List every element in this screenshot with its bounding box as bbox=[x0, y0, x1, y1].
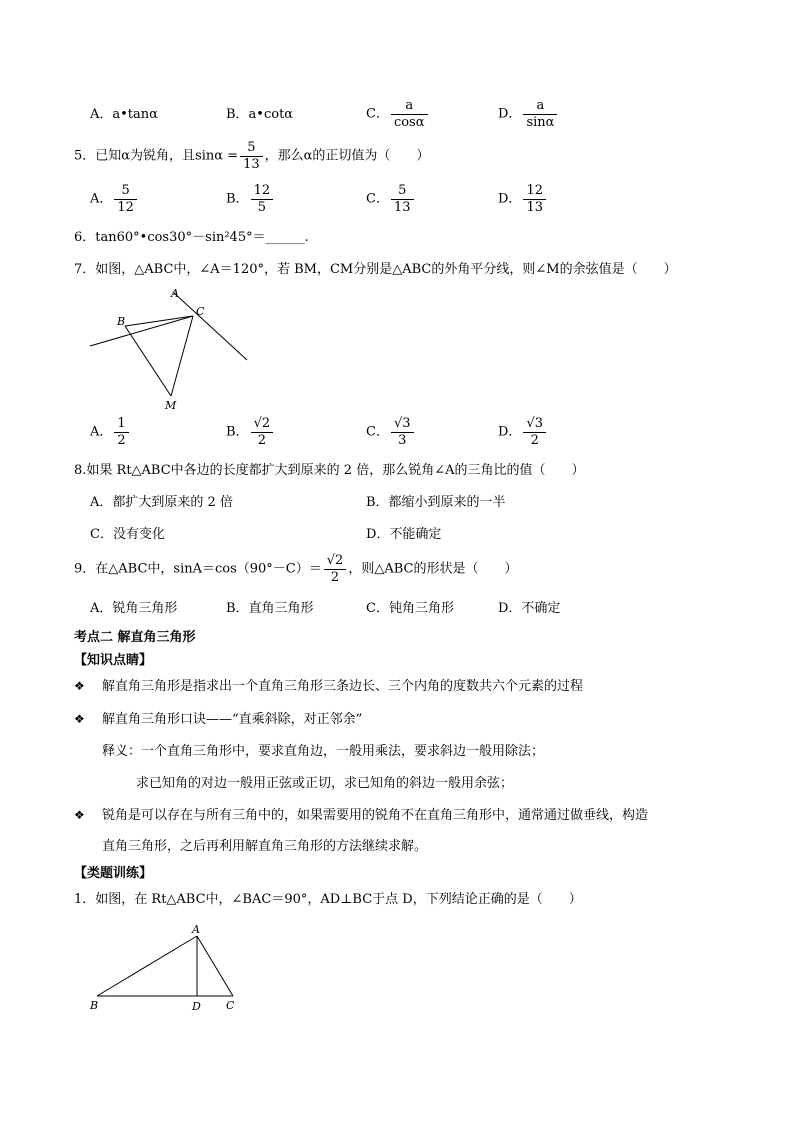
q4-option-d: D． $\frac{a}{\sin\alpha}$ bbox=[498, 99, 559, 129]
q7-label-a: A bbox=[171, 287, 179, 300]
q8-option-d: D．不能确定 bbox=[366, 527, 442, 542]
bullet-icon: ❖ bbox=[74, 808, 85, 822]
explanation-line-2: 求已知角的对边一般用正弦或正切，求已知角的斜边一般用余弦； bbox=[136, 776, 514, 791]
q5-question: 5．已知α为锐角，且sinα = $\frac{5}{13}$ ，那么α的正切值为（ ） bbox=[74, 140, 430, 172]
q7-option-b: B． $\frac{√2}{2}$ bbox=[226, 417, 275, 447]
q4-option-a: A．a•tanα bbox=[90, 107, 158, 122]
q7-option-c: C． $\frac{√3}{3}$ bbox=[366, 417, 416, 447]
q7-question: 7．如图，△ABC中，∠A＝120°，若 BM，CM分别是△ABC的外角平分线，则∠M的余弦值是（ ） bbox=[74, 262, 677, 277]
q8-question: 8.如果 Rt△ABC中各边的长度都扩大到原来的 2 倍，那么锐角∠A的三角比的值（ ） bbox=[74, 463, 585, 478]
p1-label-b: B bbox=[90, 999, 99, 1012]
q5-option-c: C． $\frac{5}{13}$ bbox=[366, 184, 416, 214]
bullet-3-text-line-2: 直角三角形，之后再利用解直角三角形的方法继续求解。 bbox=[102, 839, 428, 854]
p1-label-d: D bbox=[192, 1000, 201, 1013]
q9-option-d: D．不确定 bbox=[498, 601, 561, 616]
q7-option-d: D． $\frac{√3}{2}$ bbox=[498, 417, 548, 447]
q7-figure bbox=[85, 282, 255, 414]
bullet-icon: ❖ bbox=[74, 679, 85, 693]
bullet-2-text: 解直角三角形口诀——“直乘斜除，对正邻余” bbox=[102, 712, 363, 727]
q4-option-c: C． $\frac{a}{\cos\alpha}$ bbox=[366, 99, 430, 129]
p1-label-a: A bbox=[192, 923, 200, 936]
q7-label-c: C bbox=[196, 305, 205, 318]
q5-option-b: B． $\frac{12}{5}$ bbox=[226, 184, 275, 214]
bullet-1-text: 解直角三角形是指求出一个直角三角形三条边长、三个内角的度数共六个元素的过程 bbox=[102, 679, 584, 694]
q8-option-a: A．都扩大到原来的 2 倍 bbox=[90, 495, 233, 510]
q7-label-b: B bbox=[117, 315, 126, 328]
q4-option-b: B．a•cotα bbox=[226, 107, 294, 122]
knowledge-heading: 【知识点睛】 bbox=[74, 653, 153, 668]
bullet-icon: ❖ bbox=[74, 712, 85, 726]
q7-option-a: A． $\frac{1}{2}$ bbox=[90, 417, 131, 447]
q5-option-d: D． $\frac{12}{13}$ bbox=[498, 184, 548, 214]
q6-blank: ______ bbox=[265, 230, 305, 245]
section-title: 考点二 解直角三角形 bbox=[74, 630, 196, 645]
q6-question: 6．tan60°•cos30°－sin²45°＝______. bbox=[74, 230, 309, 245]
p1-label-c: C bbox=[226, 999, 235, 1012]
p1-question: 1．如图，在 Rt△ABC中，∠BAC＝90°，AD⊥BC于点 D，下列结论正确的是（ ） bbox=[74, 892, 582, 907]
explanation-line-1: 释义：一个直角三角形中，要求直角边，一般用乘法，要求斜边一般用除法； bbox=[102, 744, 545, 759]
q8-option-b: B．都缩小到原来的一半 bbox=[366, 495, 506, 510]
q9-option-b: B．直角三角形 bbox=[226, 601, 314, 616]
q7-label-m: M bbox=[165, 399, 177, 412]
q9-question: 9．在△ABC中，sinA＝cos（90°－C）＝ $\frac{√2}{2}$ ，则△ABC的形状是（ ） bbox=[74, 553, 518, 585]
q5-option-a: A． $\frac{5}{12}$ bbox=[90, 184, 139, 214]
q9-option-a: A．锐角三角形 bbox=[90, 601, 178, 616]
practice-heading: 【类题训练】 bbox=[74, 866, 153, 881]
q9-option-c: C．钝角三角形 bbox=[366, 601, 454, 616]
q8-option-c: C．没有变化 bbox=[90, 527, 165, 542]
p1-figure bbox=[85, 920, 245, 1015]
bullet-3-text-line-1: 锐角是可以存在与所有三角中的，如果需要用的锐角不在直角三角形中，通常通过做垂线，构造 bbox=[102, 808, 649, 823]
